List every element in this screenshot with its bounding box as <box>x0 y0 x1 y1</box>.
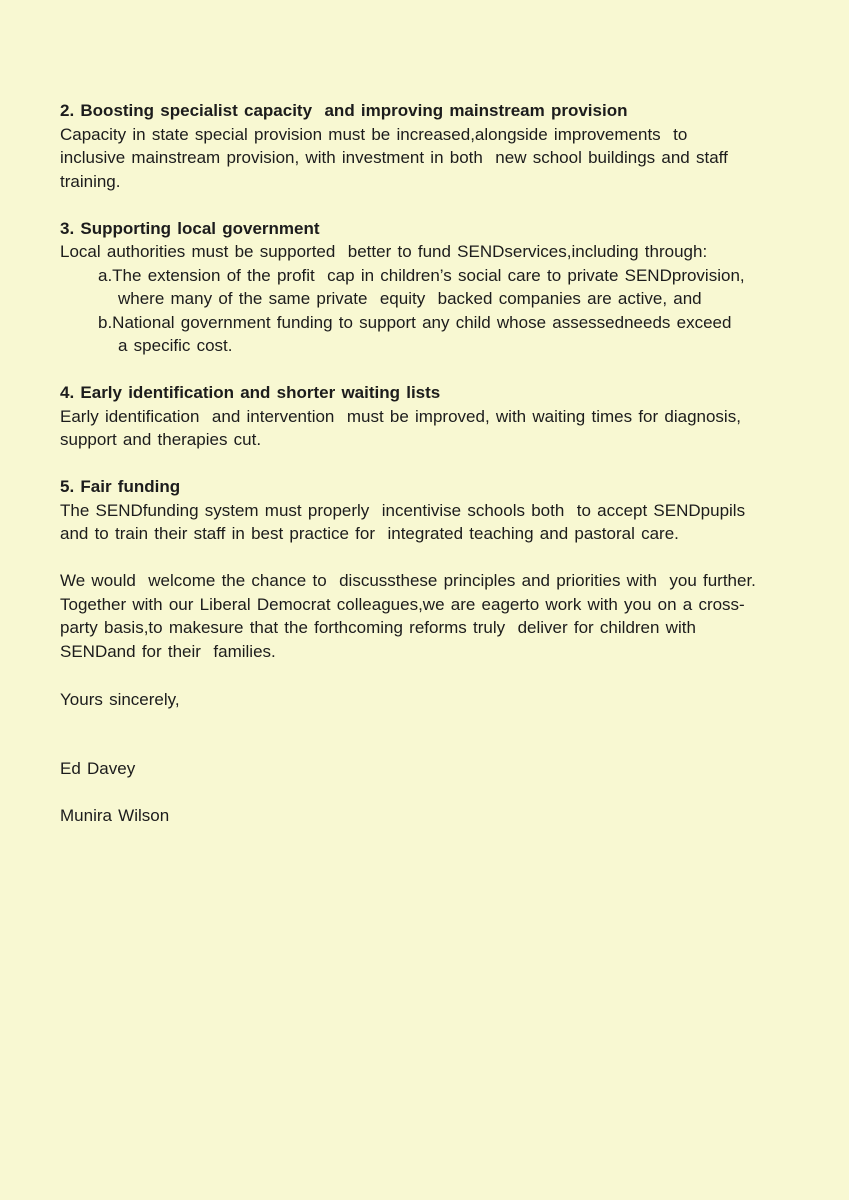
list-item-line: b.National government funding to support any child whose assessedneeds exceed <box>98 312 732 332</box>
signoff-text: Yours sincerely, <box>60 690 180 709</box>
section-early-identification <box>60 381 797 452</box>
signature-name: Ed Davey <box>60 759 136 778</box>
closing-line: party basis,to makesure that the forthcoming reforms truly deliver for children with <box>60 618 696 637</box>
closing-line: Together with our Liberal Democrat colleagues,we are eagerto work with you on a cross- <box>60 594 745 614</box>
body-line: Early identification and intervention must be improved, with waiting times for diagnosis, <box>60 406 741 426</box>
body-line: training. <box>60 171 121 191</box>
section-fair-funding <box>60 475 797 546</box>
section-boosting-specialist-capacity <box>60 99 797 193</box>
section-heading: 3. Supporting local government <box>60 218 320 238</box>
section-heading: 5. Fair funding <box>60 477 181 496</box>
list-item-line: a specific cost. <box>118 336 233 355</box>
body-line: Local authorities must be supported better to fund SENDservices,including through: <box>60 242 708 261</box>
closing-paragraph <box>60 569 797 663</box>
section-supporting-local-government <box>60 217 797 358</box>
closing-line: SENDand for their families. <box>60 641 276 661</box>
list-item-line: a.The extension of the profit cap in children’s social care to private SENDprovision, <box>98 265 745 285</box>
body-line: support and therapies cut. <box>60 430 262 449</box>
signoff <box>60 688 797 712</box>
body-line: Capacity in state special provision must be increased,alongside improvements to <box>60 124 688 144</box>
signature-name: Munira Wilson <box>60 806 170 825</box>
body-line: The SENDfunding system must properly incentivise schools both to accept SENDpupils <box>60 500 746 520</box>
body-line: and to train their staff in best practice for integrated teaching and pastoral care. <box>60 524 679 543</box>
section-heading: 2. Boosting specialist capacity and improving mainstream provision <box>60 101 628 120</box>
signature-block <box>60 757 797 828</box>
list-item-line: where many of the same private equity backed companies are active, and <box>118 289 702 308</box>
closing-line: We would welcome the chance to discussthese principles and priorities with you further. <box>60 571 756 590</box>
body-line: inclusive mainstream provision, with investment in both new school buildings and staff <box>60 148 728 167</box>
section-heading: 4. Early identification and shorter waiting lists <box>60 383 441 402</box>
